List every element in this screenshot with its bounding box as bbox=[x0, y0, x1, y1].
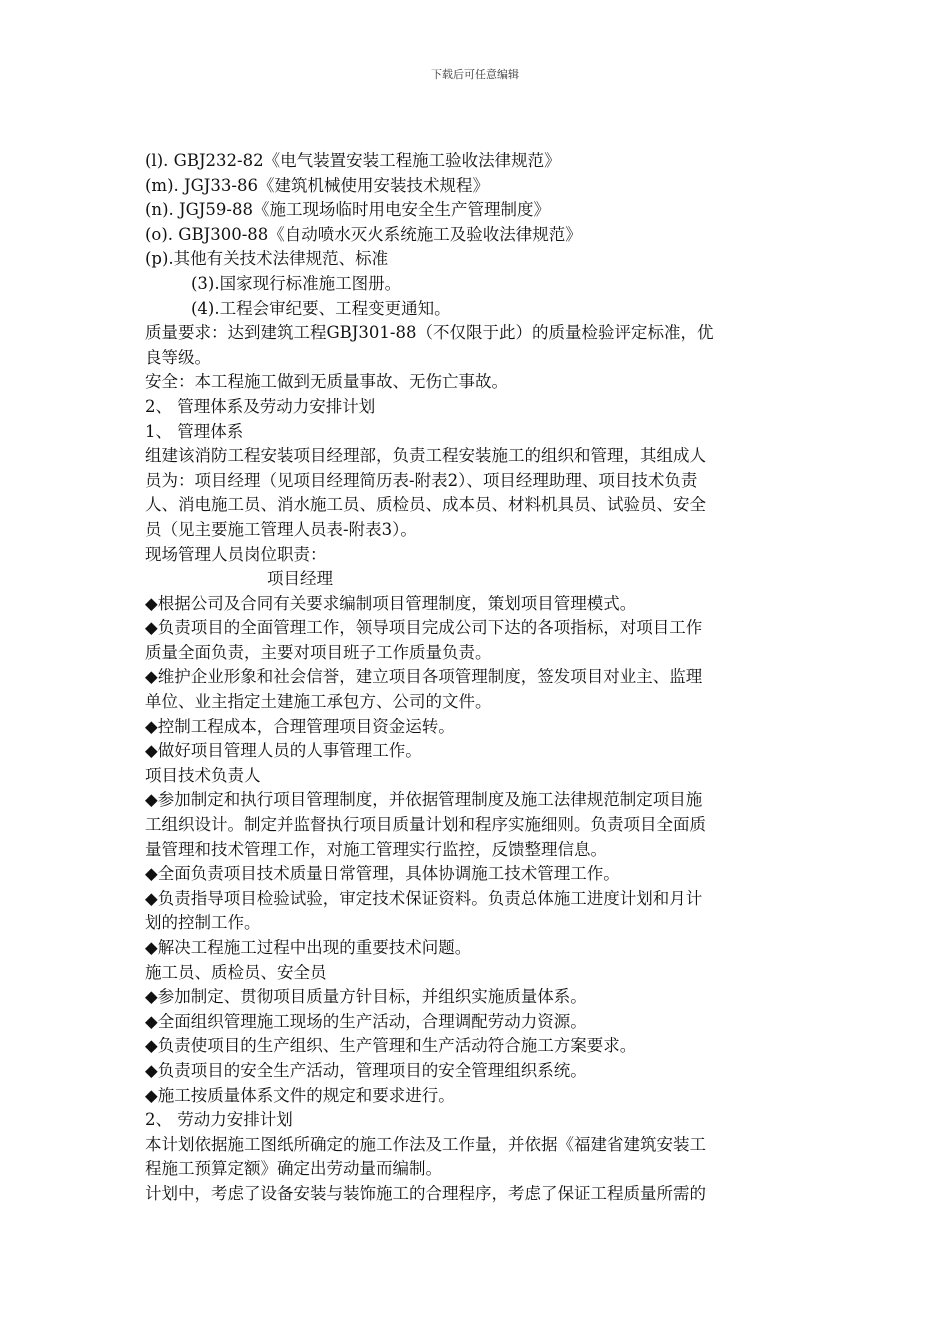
text-line: (p).其他有关技术法律规范、标准 bbox=[145, 249, 389, 269]
role-heading: 施工员、质检员、安全员 bbox=[145, 962, 327, 982]
text-line: 质量全面负责，主要对项目班子工作质量负责。 bbox=[145, 642, 492, 662]
bullet-line: ◆负责项目的安全生产活动，管理项目的安全管理组织系统。 bbox=[145, 1060, 587, 1080]
text-line: 人、消电施工员、消水施工员、质检员、成本员、材料机具员、试验员、安全 bbox=[145, 495, 706, 515]
text-line: 本计划依据施工图纸所确定的施工作法及工作量，并依据《福建省建筑安装工 bbox=[145, 1134, 706, 1154]
bullet-line: ◆全面组织管理施工现场的生产活动，合理调配劳动力资源。 bbox=[145, 1011, 587, 1031]
text-line: 组建该消防工程安装项目经理部，负责工程安装施工的组织和管理，其组成人 bbox=[145, 446, 706, 466]
text-line: (l). GBJ232-82《电气装置安装工程施工验收法律规范》 bbox=[145, 151, 561, 170]
section-heading: 2、 管理体系及劳动力安排计划 bbox=[145, 396, 376, 416]
bullet-line: ◆负责项目的全面管理工作，领导项目完成公司下达的各项指标，对项目工作 bbox=[145, 618, 703, 638]
section-heading: 1、 管理体系 bbox=[145, 421, 244, 441]
bullet-line: ◆解决工程施工过程中出现的重要技术问题。 bbox=[145, 938, 472, 957]
document-body bbox=[145, 149, 795, 1207]
text-line: (n). JGJ59-88《施工现场临时用电安全生产管理制度》 bbox=[145, 200, 550, 220]
bullet-line: ◆维护企业形象和社会信誉，建立项目各项管理制度，签发项目对业主、监理 bbox=[145, 667, 703, 687]
role-heading: 项目经理 bbox=[267, 569, 333, 589]
bullet-line: ◆施工按质量体系文件的规定和要求进行。 bbox=[145, 1085, 455, 1105]
page-header: 下载后可任意编辑 bbox=[431, 68, 519, 81]
role-heading: 项目技术负责人 bbox=[145, 765, 261, 785]
text-line: 单位、业主指定土建施工承包方、公司的文件。 bbox=[145, 692, 492, 712]
text-line: 程施工预算定额》确定出劳动量而编制。 bbox=[145, 1159, 442, 1179]
bullet-line: ◆参加制定和执行项目管理制度，并依据管理制度及施工法律规范制定项目施 bbox=[145, 790, 703, 810]
text-line: 划的控制工作。 bbox=[145, 913, 261, 933]
text-line: 良等级。 bbox=[145, 347, 211, 367]
bullet-line: ◆负责指导项目检验试验，审定技术保证资料。负责总体施工进度计划和月计 bbox=[145, 888, 703, 908]
bullet-line: ◆负责使项目的生产组织、生产管理和生产活动符合施工方案要求。 bbox=[145, 1036, 637, 1056]
bullet-line: ◆参加制定、贯彻项目质量方针目标，并组织实施质量体系。 bbox=[145, 987, 587, 1007]
text-line: 质量要求：达到建筑工程GBJ301-88（不仅限于此）的质量检验评定标准，优 bbox=[145, 323, 714, 343]
text-line: 量管理和技术管理工作，对施工管理实行监控，反馈整理信息。 bbox=[145, 839, 607, 859]
text-line: 安全：本工程施工做到无质量事故、无伤亡事故。 bbox=[145, 372, 508, 392]
text-line: 计划中，考虑了设备安装与装饰施工的合理程序，考虑了保证工程质量所需的 bbox=[145, 1183, 706, 1203]
text-line: (4).工程会审纪要、工程变更通知。 bbox=[191, 298, 451, 318]
text-line: 员为：项目经理（见项目经理简历表-附表2）、项目经理助理、项目技术负责 bbox=[145, 470, 698, 490]
section-heading: 2、 劳动力安排计划 bbox=[145, 1110, 293, 1130]
text-line: 员（见主要施工管理人员表-附表3）。 bbox=[145, 519, 417, 539]
bullet-line: ◆控制工程成本，合理管理项目资金运转。 bbox=[145, 716, 455, 736]
text-line: 现场管理人员岗位职责： bbox=[145, 544, 327, 564]
bullet-line: ◆全面负责项目技术质量日常管理，具体协调施工技术管理工作。 bbox=[145, 864, 620, 884]
text-line: (3).国家现行标准施工图册。 bbox=[191, 273, 402, 293]
bullet-line: ◆根据公司及合同有关要求编制项目管理制度，策划项目管理模式。 bbox=[145, 593, 637, 613]
text-line: (o). GBJ300-88《自动喷水灭火系统施工及验收法律规范》 bbox=[145, 224, 582, 244]
text-line: (m). JGJ33-86《建筑机械使用安装技术规程》 bbox=[145, 175, 489, 195]
text-line: 工组织设计。制定并监督执行项目质量计划和程序实施细则。负责项目全面质 bbox=[145, 815, 706, 835]
bullet-line: ◆做好项目管理人员的人事管理工作。 bbox=[145, 741, 422, 761]
